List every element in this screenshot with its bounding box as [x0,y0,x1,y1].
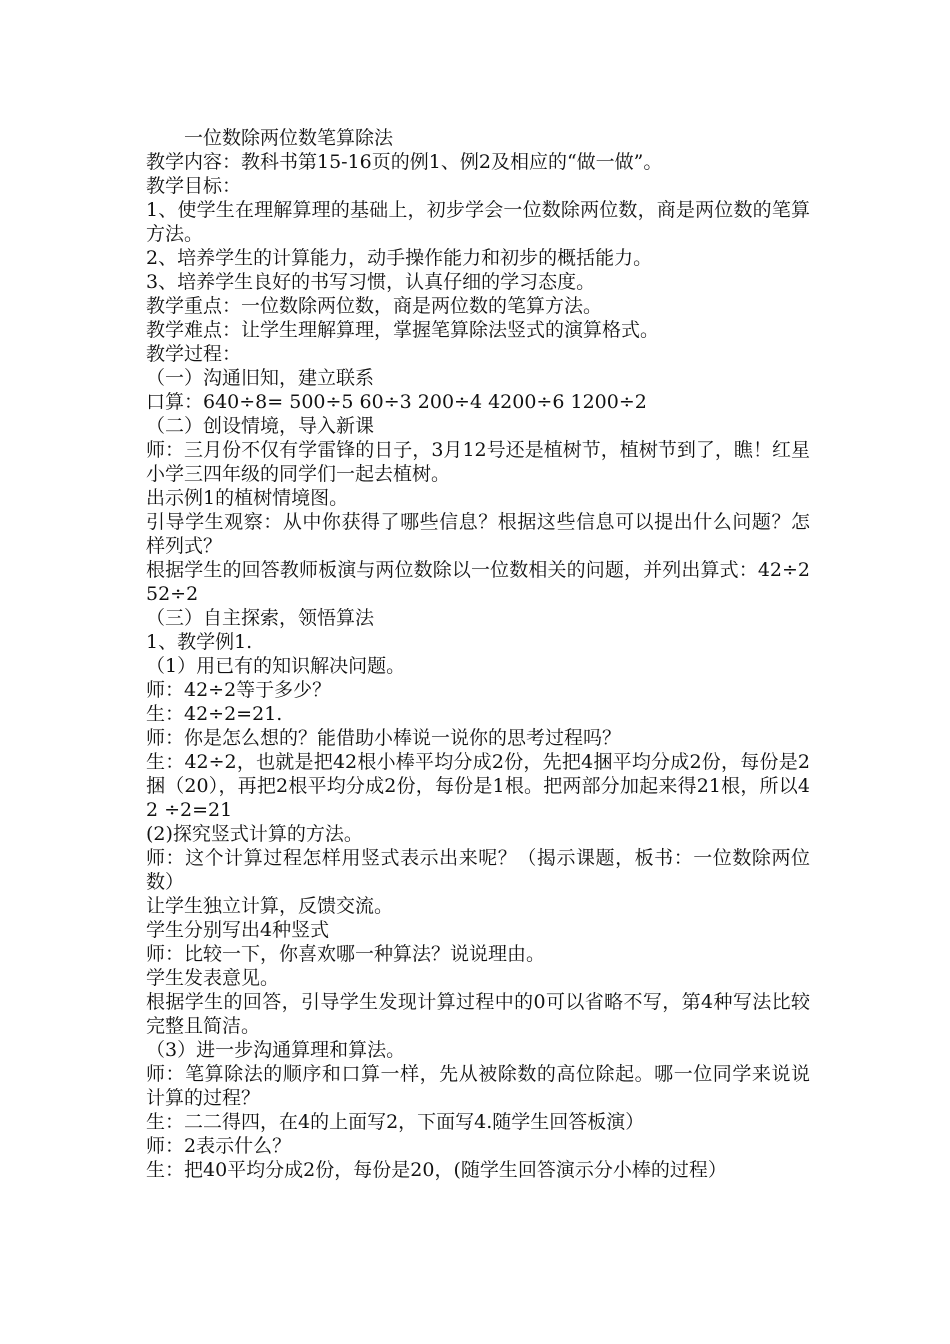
paragraph-independent-calc: 让学生独立计算，反馈交流。 [146,895,394,917]
paragraph-student-opinion: 学生发表意见。 [146,967,280,989]
paragraph-process-heading: 教学过程： [146,343,242,365]
paragraph-section-3: （三）自主探索，领悟算法 [146,607,375,629]
paragraph-goal-3: 3、培养学生良好的书写习惯，认真仔细的学习态度。 [146,271,596,293]
paragraph-teaching-goals-heading: 教学目标： [146,175,242,197]
paragraph-difficulty: 教学难点：让学生理解算理，掌握笔算除法竖式的演算格式。 [146,319,660,341]
paragraph-teacher-how: 师：你是怎么想的？能借助小棒说一说你的思考过程吗？ [146,727,622,749]
paragraph-teacher-intro: 师：三月份不仅有学雷锋的日子，3月12号还是植树节，植树节到了，瞧！红星小学三四年级的同学们一起去植树。 [146,439,810,485]
paragraph-section-2: （二）创设情境，导入新课 [146,415,375,437]
paragraph-zero-omit: 根据学生的回答，引导学生发现计算过程中的0可以省略不写，第4种写法比较完整且简洁。 [146,991,810,1037]
paragraph-teacher-vertical: 师：这个计算过程怎样用竖式表示出来呢？（揭示课题，板书：一位数除两位数） [146,847,810,893]
paragraph-section-1: （一）沟通旧知，建立联系 [146,367,375,389]
paragraph-teacher-meaning: 师：2表示什么？ [146,1135,292,1157]
paragraph-step-1: （1）用已有的知识解决问题。 [146,655,406,677]
paragraph-goal-1: 1、使学生在理解算理的基础上，初步学会一位数除两位数，商是两位数的笔算方法。 [146,199,810,245]
paragraph-goal-2: 2、培养学生的计算能力，动手操作能力和初步的概括能力。 [146,247,653,269]
paragraph-key-point: 教学重点：一位数除两位数，商是两位数的笔算方法。 [146,295,603,317]
paragraph-teaching-content: 教学内容：教科书第15-16页的例1、例2及相应的“做一做”。 [146,151,663,173]
paragraph-student-meaning: 生：把40平均分成2份，每份是20，(随学生回答演示分小棒的过程） [146,1159,727,1181]
document-body [146,126,810,1182]
paragraph-student-explain: 生：42÷2，也就是把42根小棒平均分成2份，先把4捆平均分成2份，每份是2捆（20），再把2根平均分成2份，每份是1根。把两部分加起来得21根，所以42 ÷2=21 [146,751,810,821]
paragraph-list-formulas: 根据学生的回答教师板演与两位数除以一位数相关的问题，并列出算式：42÷2 52÷2 [146,559,810,605]
paragraph-example-1: 1、教学例1. [146,631,253,653]
document-title: 一位数除两位数笔算除法 [184,127,394,149]
paragraph-student-answer: 生：42÷2=21. [146,703,283,725]
paragraph-oral-calculation: 口算：640÷8= 500÷5 60÷3 200÷4 4200÷6 1200÷2 [146,391,647,413]
paragraph-teacher-question: 师：42÷2等于多少？ [146,679,332,701]
paragraph-student-process: 生：二二得四，在4的上面写2，下面写4.随学生回答板演） [146,1111,645,1133]
paragraph-four-forms: 学生分别写出4种竖式 [146,919,330,941]
paragraph-show-example: 出示例1的植树情境图。 [146,487,349,509]
paragraph-teacher-order: 师：笔算除法的顺序和口算一样，先从被除数的高位除起。哪一位同学来说说计算的过程？ [146,1063,810,1109]
paragraph-teacher-compare: 师：比较一下，你喜欢哪一种算法？说说理由。 [146,943,546,965]
paragraph-step-3: （3）进一步沟通算理和算法。 [146,1039,406,1061]
paragraph-guide-observe: 引导学生观察：从中你获得了哪些信息？根据这些信息可以提出什么问题？怎样列式？ [146,511,810,557]
paragraph-step-2: (2)探究竖式计算的方法。 [146,823,363,845]
